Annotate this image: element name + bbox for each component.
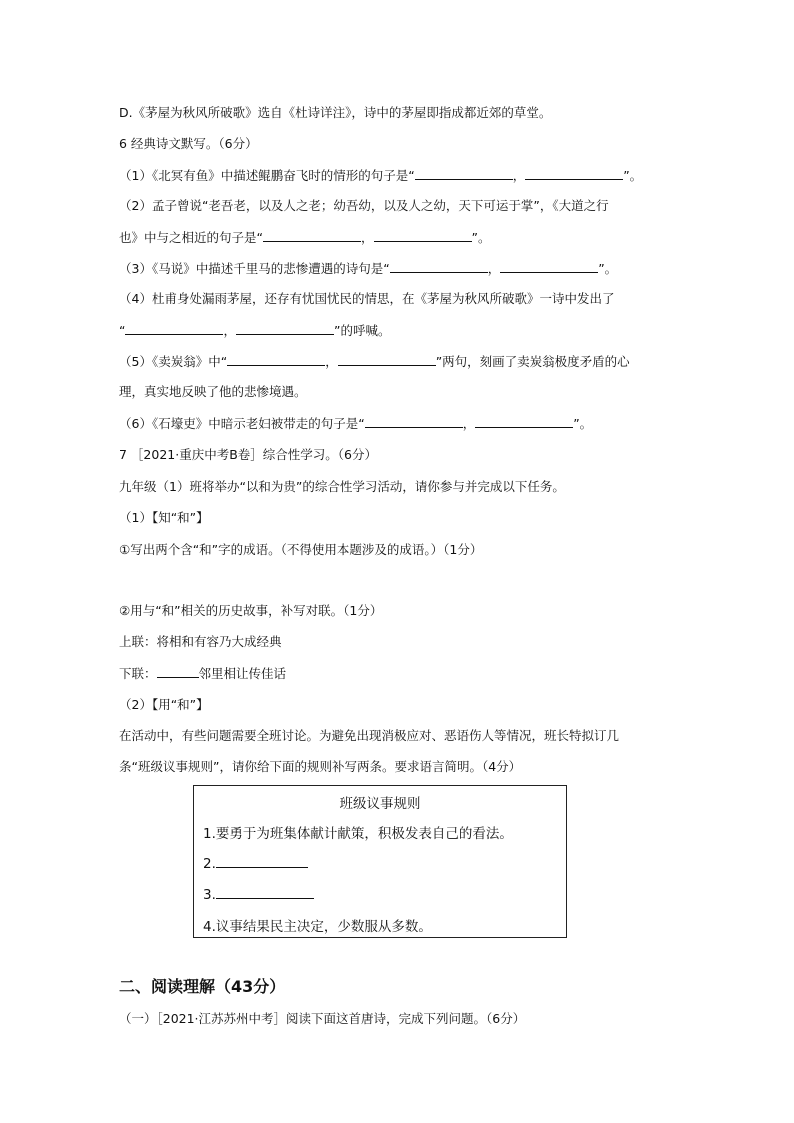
couplet-first-line: 上联：将相和有容乃大成经典 [119,634,282,649]
q7-part1-sub2: ②用与“和”相关的历史故事，补写对联。（1分） [119,603,383,618]
couplet-second-line: 下联： 邻里相让传佳话 [119,666,287,681]
answer-blank[interactable] [216,854,308,868]
q7-part2-heading: （2）【用“和”】 [119,697,209,712]
rule-item-1: 1.要勇于为班集体献计献策，积极发表自己的看法。 [203,826,513,842]
q6-item-5-line1: （5）《卖炭翁》中“ ， ”两句，刻画了卖炭翁极度矛盾的心 [119,354,630,369]
q7-part1-sub1: ①写出两个含“和”字的成语。（不得使用本题涉及的成语。）（1分） [119,542,483,557]
answer-blank[interactable] [374,228,472,242]
answer-blank[interactable] [338,352,436,366]
q6-item-2-line1: （2）孟子曾说“老吾老，以及人之老；幼吾幼，以及人之幼，天下可运于掌”，《大道之行 [119,198,609,213]
answer-blank[interactable] [365,414,463,428]
answer-blank[interactable] [415,166,513,180]
question-7-heading: 7 ［2021·重庆中考B卷］综合性学习。（6分） [119,447,377,462]
answer-blank[interactable] [263,228,361,242]
answer-blank[interactable] [216,885,314,899]
answer-blank[interactable] [390,259,488,273]
q6-item-4-line2: “ ， ”的呼喊。 [119,323,391,338]
answer-blank[interactable] [125,321,223,335]
q7-part2-line2: 条“班级议事规则”，请你给下面的规则补写两条。要求语言简明。（4分） [119,759,522,774]
q6-item-3: （3）《马说》中描述千里马的悲惨遭遇的诗句是“ ， ”。 [119,261,618,276]
q6-item-4-line1: （4）杜甫身处漏雨茅屋，还存有忧国忧民的情思，在《茅屋为秋风所破歌》一诗中发出了 [119,291,615,306]
option-d-line: D.《茅屋为秋风所破歌》选自《杜诗详注》，诗中的茅屋即指成都近郊的草堂。 [119,105,552,120]
rule-item-3: 3. [203,885,314,903]
answer-blank[interactable] [475,414,573,428]
section-heading: 二、阅读理解（43分） [119,977,286,996]
rule-item-2: 2. [203,854,308,872]
q6-item-6: （6）《石壕吏》中暗示老妇被带走的句子是“ ， ”。 [119,416,593,431]
answer-blank[interactable] [227,352,325,366]
answer-blank[interactable] [236,321,334,335]
question-6-heading: 6 经典诗文默写。（6分） [119,136,258,151]
answer-blank[interactable] [500,259,598,273]
reading-question-intro: （一）［2021·江苏苏州中考］阅读下面这首唐诗，完成下列问题。（6分） [119,1011,526,1026]
q6-item-2-line2: 也》中与之相近的句子是“ ， ”。 [119,230,491,245]
q7-part2-line1: 在活动中，有些问题需要全班讨论。为避免出现消极应对、恶语伤人等情况，班长特拟订几 [119,728,620,743]
answer-blank[interactable] [525,166,623,180]
q7-intro: 九年级（1）班将举办“以和为贵”的综合性学习活动，请你参与并完成以下任务。 [119,479,565,494]
rules-box-title: 班级议事规则 [339,796,421,812]
rules-box [193,785,567,938]
rule-item-4: 4.议事结果民主决定，少数服从多数。 [203,919,432,935]
q6-item-1: （1）《北冥有鱼》中描述鲲鹏奋飞时的情形的句子是“ ， ”。 [119,168,643,183]
q7-part1-heading: （1）【知“和”】 [119,510,209,525]
answer-blank[interactable] [157,664,199,678]
q6-item-5-line2: 理，真实地反映了他的悲惨境遇。 [119,384,307,399]
